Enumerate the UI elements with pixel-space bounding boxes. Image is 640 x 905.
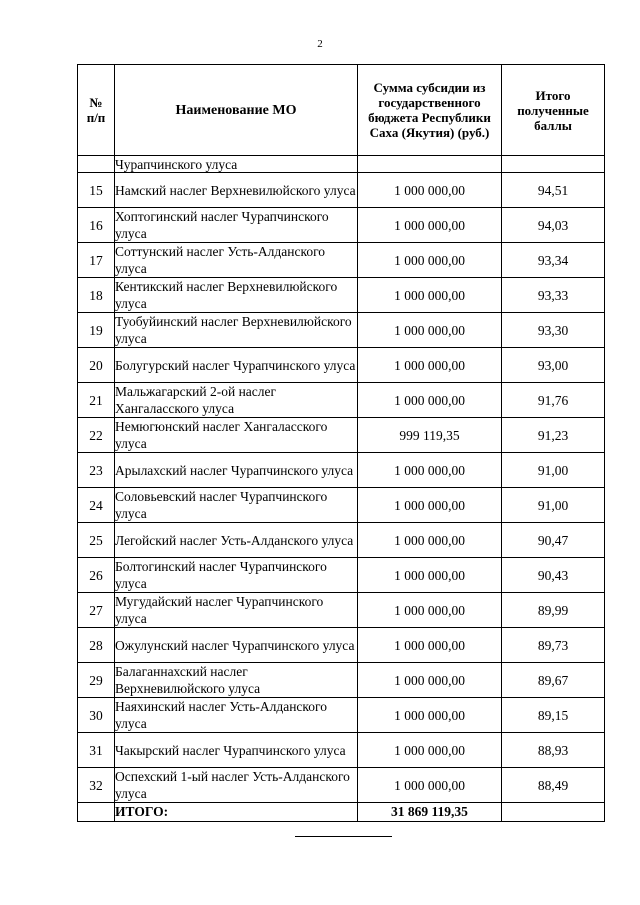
row-score: 91,23 [502, 418, 605, 453]
row-number: 19 [78, 313, 115, 348]
row-number: 24 [78, 488, 115, 523]
table-row [78, 453, 605, 488]
row-score: 94,51 [502, 173, 605, 208]
row-name: Болтогинский наслег Чурапчинского улуса [115, 558, 358, 593]
row-name: Мугудайский наслег Чурапчинского улуса [115, 593, 358, 628]
row-number: 18 [78, 278, 115, 313]
table-row [78, 733, 605, 768]
total-score [502, 803, 605, 822]
row-name: Немюгюнский наслег Хангаласского улуса [115, 418, 358, 453]
row-score: 89,15 [502, 698, 605, 733]
row-score: 91,00 [502, 488, 605, 523]
row-score: 89,73 [502, 628, 605, 663]
row-number: 30 [78, 698, 115, 733]
total-label: ИТОГО: [115, 803, 358, 822]
header-name: Наименование МО [115, 65, 358, 156]
row-number: 26 [78, 558, 115, 593]
row-score: 89,67 [502, 663, 605, 698]
row-score: 88,49 [502, 768, 605, 803]
row-amount: 1 000 000,00 [358, 348, 502, 383]
row-amount: 999 119,35 [358, 418, 502, 453]
table-row [78, 418, 605, 453]
continuation-num [78, 156, 115, 173]
row-amount: 1 000 000,00 [358, 173, 502, 208]
row-number: 25 [78, 523, 115, 558]
footer-rule [295, 836, 392, 837]
row-name: Оспехский 1-ый наслег Усть-Алданского улуса [115, 768, 358, 803]
row-score: 93,30 [502, 313, 605, 348]
total-amount: 31 869 119,35 [358, 803, 502, 822]
header-num-label: № п/п [86, 95, 106, 125]
row-score: 93,00 [502, 348, 605, 383]
row-name: Ожулунский наслег Чурапчинского улуса [115, 628, 358, 663]
row-number: 23 [78, 453, 115, 488]
table-row [78, 313, 605, 348]
table-row [78, 243, 605, 278]
row-name: Легойский наслег Усть-Алданского улуса [115, 523, 358, 558]
table-row [78, 558, 605, 593]
table-row [78, 628, 605, 663]
table-row [78, 698, 605, 733]
table-row [78, 348, 605, 383]
total-num [78, 803, 115, 822]
row-score: 88,93 [502, 733, 605, 768]
row-name: Мальжагарский 2-ой наслег Хангаласского улуса [115, 383, 358, 418]
row-name: Кентикский наслег Верхневилюйского улуса [115, 278, 358, 313]
row-name: Хоптогинский наслег Чурапчинского улуса [115, 208, 358, 243]
row-number: 28 [78, 628, 115, 663]
row-score: 93,34 [502, 243, 605, 278]
row-number: 20 [78, 348, 115, 383]
row-amount: 1 000 000,00 [358, 698, 502, 733]
row-amount: 1 000 000,00 [358, 313, 502, 348]
row-amount: 1 000 000,00 [358, 208, 502, 243]
header-amount: Сумма субсидии из государственного бюджета Республики Саха (Якутия) (руб.) [358, 65, 502, 156]
row-name: Арылахский наслег Чурапчинского улуса [115, 453, 358, 488]
row-score: 93,33 [502, 278, 605, 313]
row-amount: 1 000 000,00 [358, 768, 502, 803]
header-num [78, 65, 115, 156]
page-number: 2 [317, 38, 323, 50]
row-amount: 1 000 000,00 [358, 523, 502, 558]
table-header-row [78, 65, 605, 156]
table-row [78, 173, 605, 208]
row-name: Соттунский наслег Усть-Алданского улуса [115, 243, 358, 278]
continuation-row [78, 156, 605, 173]
row-name: Наяхинский наслег Усть-Алданского улуса [115, 698, 358, 733]
table-row [78, 208, 605, 243]
row-amount: 1 000 000,00 [358, 593, 502, 628]
table-row [78, 278, 605, 313]
table-row [78, 383, 605, 418]
row-number: 27 [78, 593, 115, 628]
row-number: 29 [78, 663, 115, 698]
row-number: 22 [78, 418, 115, 453]
row-amount: 1 000 000,00 [358, 733, 502, 768]
row-name: Чакырский наслег Чурапчинского улуса [115, 733, 358, 768]
continuation-amount [358, 156, 502, 173]
row-number: 15 [78, 173, 115, 208]
header-score: Итого полученные баллы [502, 65, 605, 156]
row-number: 31 [78, 733, 115, 768]
row-score: 94,03 [502, 208, 605, 243]
row-amount: 1 000 000,00 [358, 488, 502, 523]
row-name: Болугурский наслег Чурапчинского улуса [115, 348, 358, 383]
row-amount: 1 000 000,00 [358, 663, 502, 698]
row-score: 90,47 [502, 523, 605, 558]
continuation-score [502, 156, 605, 173]
row-amount: 1 000 000,00 [358, 628, 502, 663]
table-row [78, 593, 605, 628]
row-score: 91,00 [502, 453, 605, 488]
table-row [78, 663, 605, 698]
row-number: 32 [78, 768, 115, 803]
table-row [78, 768, 605, 803]
row-name: Туобуйинский наслег Верхневилюйского улуса [115, 313, 358, 348]
continuation-name: Чурапчинского улуса [115, 156, 358, 173]
row-number: 16 [78, 208, 115, 243]
row-number: 17 [78, 243, 115, 278]
row-amount: 1 000 000,00 [358, 558, 502, 593]
table-row [78, 488, 605, 523]
row-score: 91,76 [502, 383, 605, 418]
row-number: 21 [78, 383, 115, 418]
row-amount: 1 000 000,00 [358, 453, 502, 488]
row-name: Балаганнахский наслег Верхневилюйского улуса [115, 663, 358, 698]
row-name: Соловьевский наслег Чурапчинского улуса [115, 488, 358, 523]
row-score: 90,43 [502, 558, 605, 593]
row-amount: 1 000 000,00 [358, 243, 502, 278]
row-amount: 1 000 000,00 [358, 278, 502, 313]
subsidy-table [77, 64, 605, 822]
row-name: Намский наслег Верхневилюйского улуса [115, 173, 358, 208]
row-score: 89,99 [502, 593, 605, 628]
row-amount: 1 000 000,00 [358, 383, 502, 418]
table-row [78, 523, 605, 558]
total-row [78, 803, 605, 822]
